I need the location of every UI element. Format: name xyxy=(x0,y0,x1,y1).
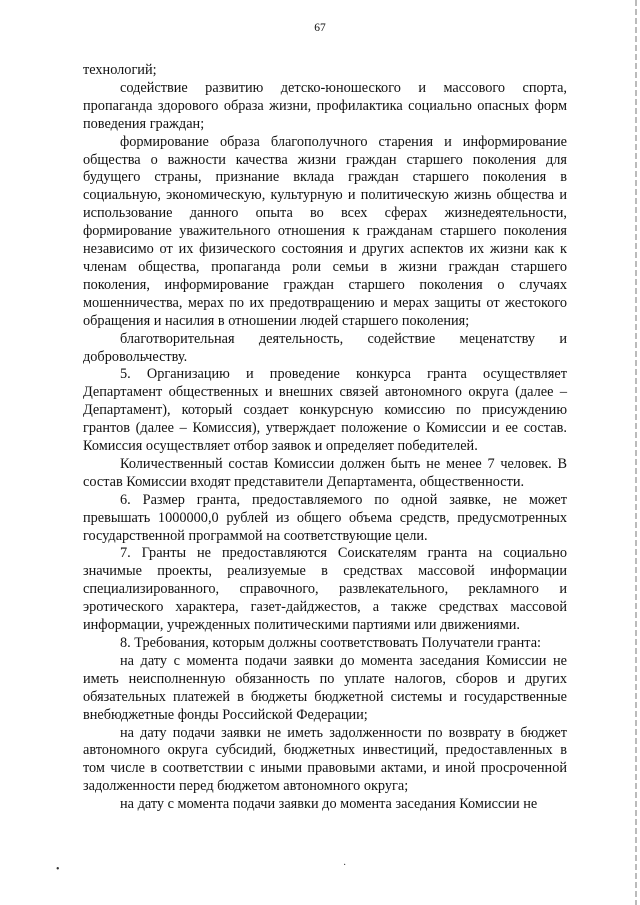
paragraph: на дату с момента подачи заявки до момента заседания Комиссии не иметь неисполненную обязанность по уплате налогов, сборов и других обязательных платежей в бюджеты бюджетной системы и государственные внебюджетные фонды Российской Федерации; xyxy=(83,652,567,723)
paragraph: содействие развитию детско-юношеского и массового спорта, пропаганда здорового образа жизни, профилактика социально опасных форм поведения граждан; xyxy=(83,79,567,132)
paragraph: 5. Организацию и проведение конкурса гранта осуществляет Департамент общественных и внешних связей автономного округа (далее – Департамент), который создает конкурсную комиссию по присуждению грантов (далее – Комиссия), утверждает положение о Комиссии и ее состав. Комиссия осуществляет отбор заявок и определяет победителей. xyxy=(83,366,567,455)
paragraph: на дату подачи заявки не иметь задолженности по возврату в бюджет автономного округа субсидий, бюджетных инвестиций, предоставленных в том числе в соответствии с иными правовыми актами, и иной просроченной задолженности перед бюджетом автономного округа; xyxy=(83,724,567,795)
page-number: 67 xyxy=(314,22,326,34)
paragraph: технологий; xyxy=(83,62,157,78)
paragraph: благотворительная деятельность, содействие меценатству и добровольчеству. xyxy=(83,330,567,365)
scan-speck: · xyxy=(343,860,347,871)
paragraph: формирование образа благополучного старения и информирование общества о важности качества жизни граждан старшего поколения для будущего страны, признание вклада граждан старшего поколения в социальную, экономическую, культурную и политическую жизнь общества и использование данного опыта во всех сферах жизнедеятельности, формирование уважительного отношения к гражданам старшего поколения независимо от их физического состояния и других аспектов их жизни как к членам общества, пропаганда роли семьи в жизни граждан старшего поколения, информирование граждан старшего поколения о случаях мошенничества, мерах по их предотвращению и мерах защиты от жестокого обращения и насилия в отношении людей старшего поколения; xyxy=(83,133,567,329)
paragraph: 8. Требования, которым должны соответствовать Получатели гранта: xyxy=(120,635,542,651)
paragraph: на дату с момента подачи заявки до момента заседания Комиссии не xyxy=(120,796,538,813)
document-body xyxy=(83,62,567,814)
paragraph: 6. Размер гранта, предоставляемого по одной заявке, не может превышать 1000000,0 рублей из общего объема средств, предусмотренных государственной программой на соответствующие цели. xyxy=(83,491,567,544)
paragraph: Количественный состав Комиссии должен быть не менее 7 человек. В состав Комиссии входят представители Департамента, общественности. xyxy=(83,455,567,490)
scan-edge xyxy=(635,0,637,905)
scan-speck: • xyxy=(56,864,60,875)
paragraph: 7. Гранты не предоставляются Соискателям гранта на социально значимые проекты, реализуемые в средствах массовой информации специализированного, справочного, развлекательного, рекламного и эротического характера, газет-дайджестов, а также средствах массовой информации, учрежденных политическими партиями или движениями. xyxy=(83,545,567,634)
